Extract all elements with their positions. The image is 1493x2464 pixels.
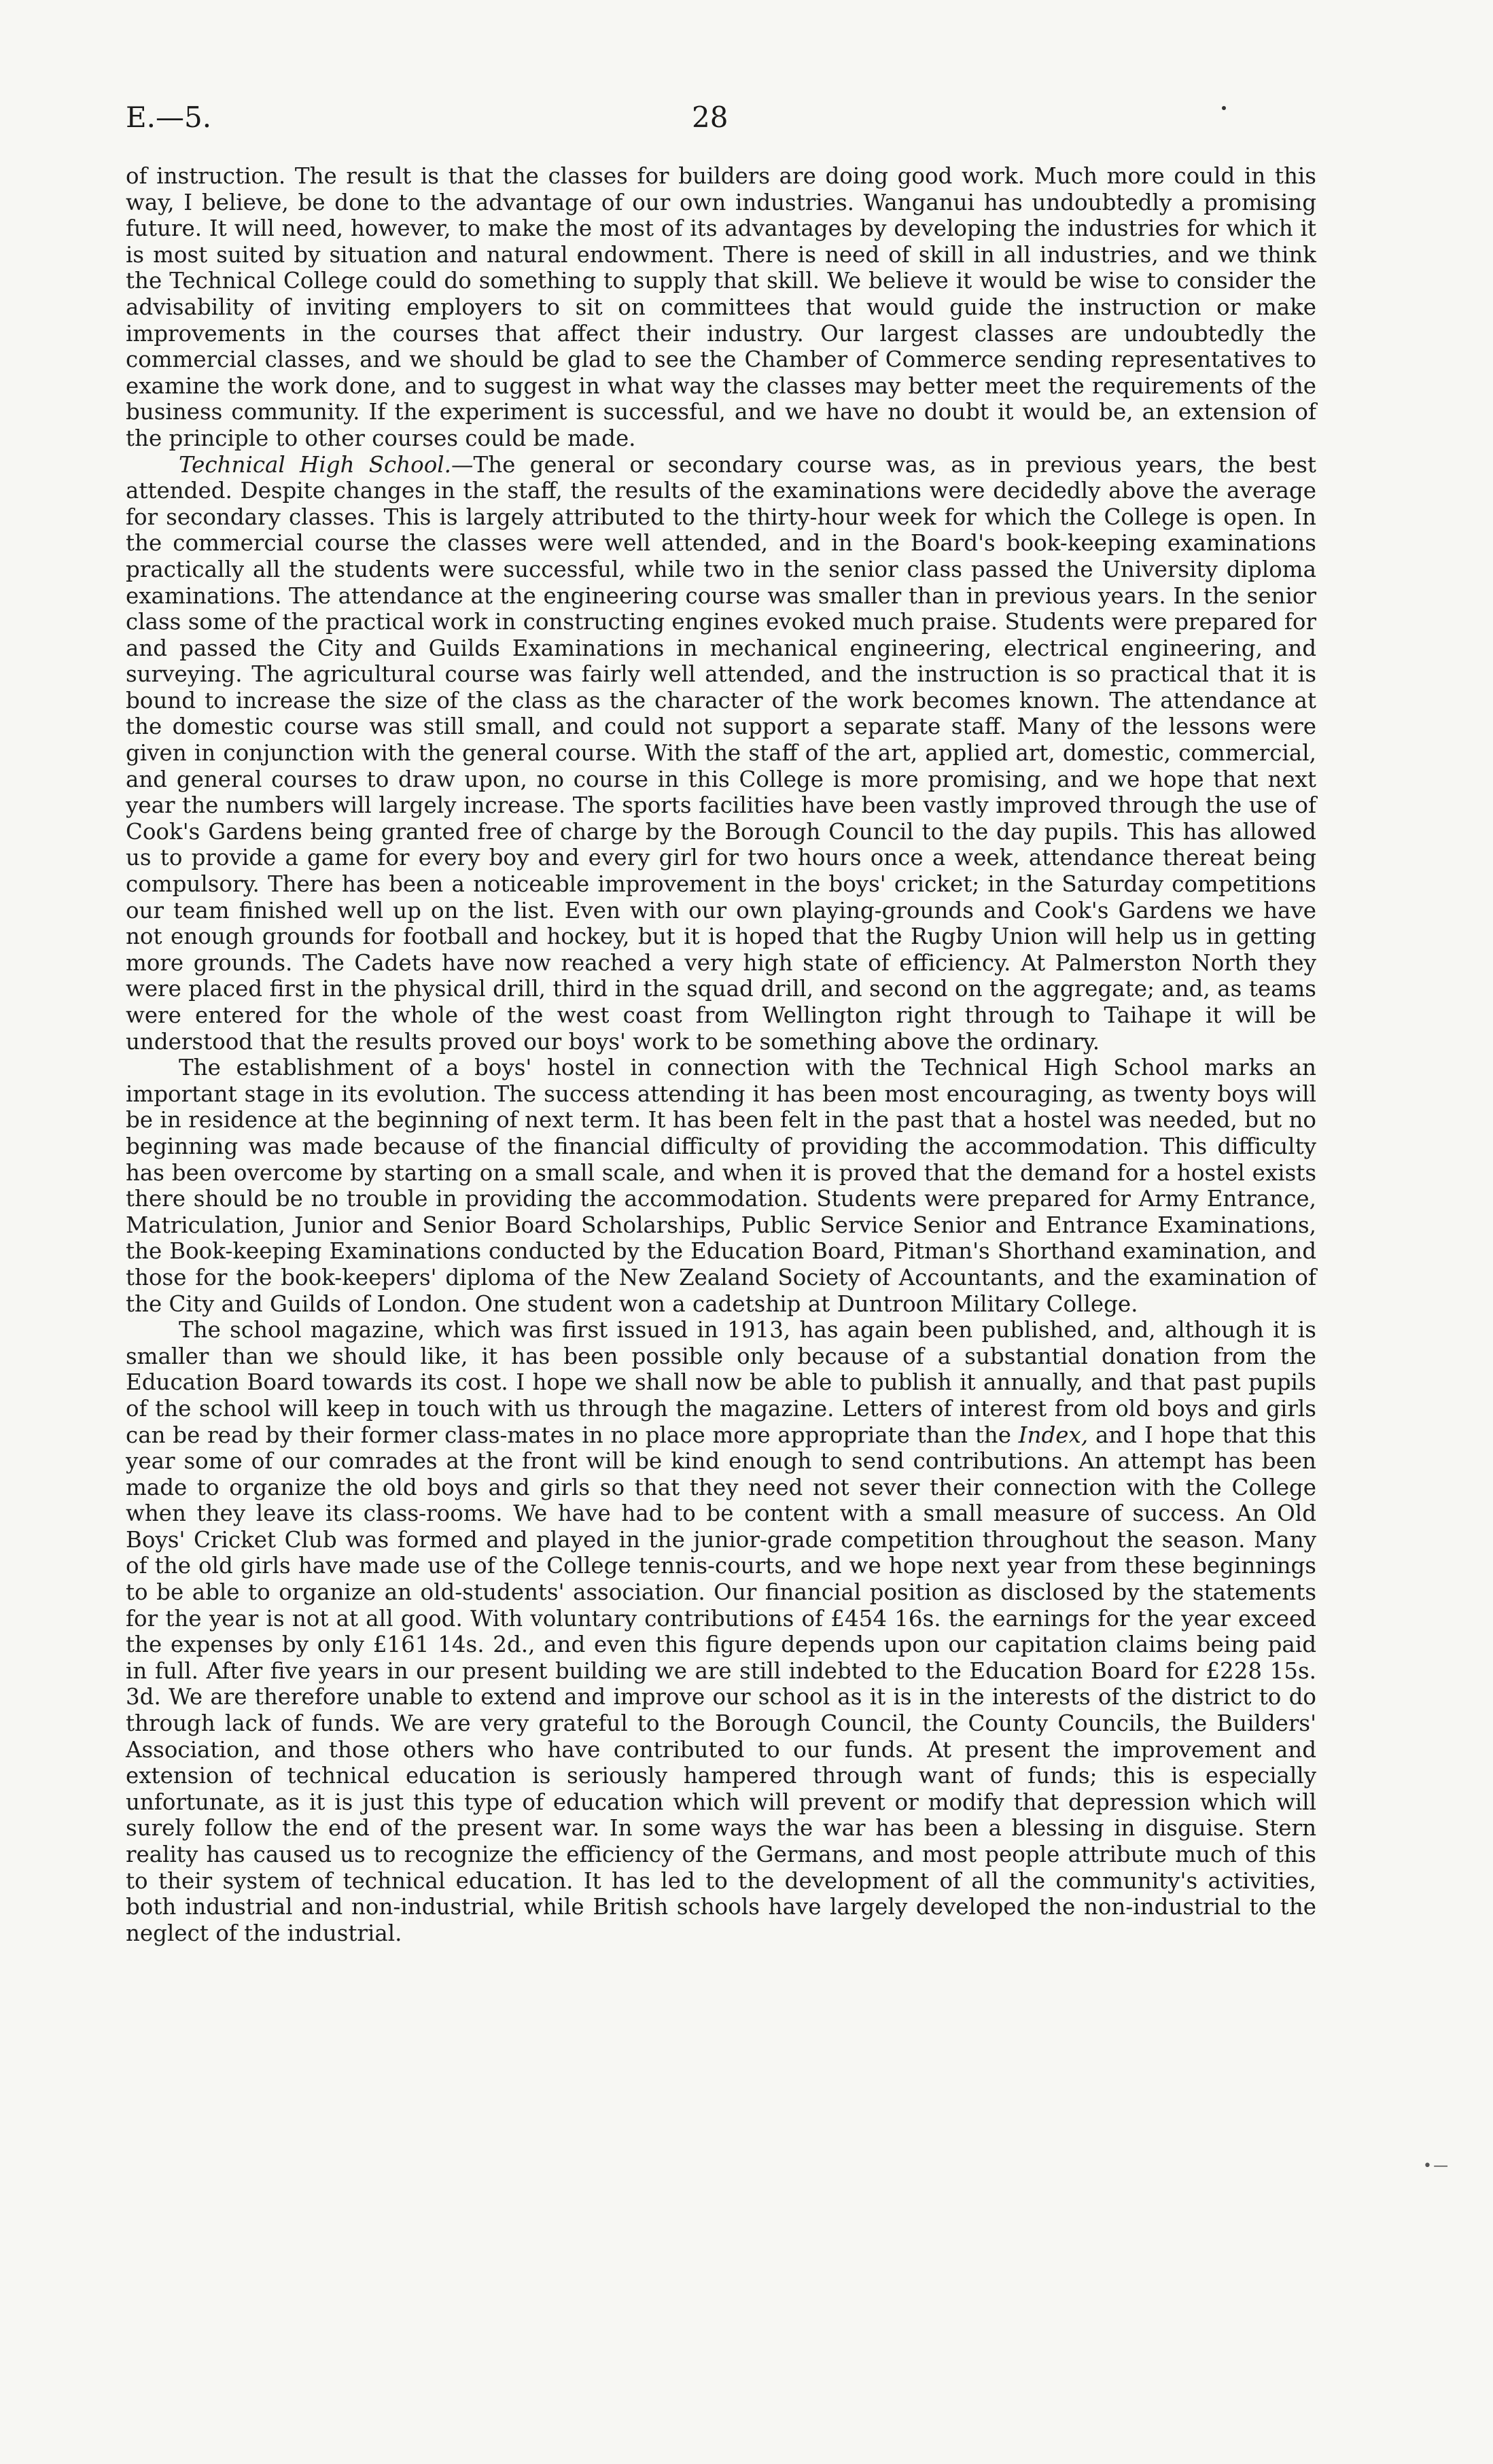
- paragraph-school-magazine: [126, 1317, 1316, 1946]
- paragraph-text: and I hope that this year some of our comrades at the front will be kind enough to send contributions. An attempt has been made to organize the old boys and girls so that they need not sever their connection with the College when they leave its class-rooms. We have had to be content with a small measure of success. An Old Boys' Cricket Club was formed and played in the junior-grade competition throughout the season. Many of the old girls have made use of the College tennis-courts, and we hope next year from these beginnings to be able to organize an old-students' association. Our financial position as disclosed by the statements for the year is not at all good. With voluntary contributions of £454 16s. the earnings for the year exceed the expenses by only £161 14s. 2d., and even this figure depends upon our capitation claims being paid in full. After five years in our present building we are still indebted to the Education Board for £228 15s. 3d. We are therefore unable to extend and improve our school as it is in the interests of the district to do through lack of funds. We are very grateful to the Borough Council, the County Councils, the Builders' Association, and those others who have contributed to our funds. At present the improvement and extension of technical education is seriously hampered through want of funds; this is especially unfortunate, as it is just this type of education which will prevent or modify that depression which will surely follow the end of the present war. In some ways the war has been a blessing in disguise. Stern reality has caused us to recognize the efficiency of the Germans, and most people attribute much of this to their system of technical education. It has led to the development of all the community's activities, both industrial and non-industrial, while British schools have largely developed the non-industrial to the neglect of the industrial.: [126, 1422, 1316, 1946]
- paragraph-text: The school magazine, which was first issued in 1913, has again been published, and, although it is smaller than we should like, it has been possible only because of a substantial donation from the Education Board towards its cost. I hope we shall now be able to publish it annually, and that past pupils of the school will keep in touch with us through the magazine. Letters of interest from old boys and girls can be read by their former class-mates in no place more appropriate than the: [126, 1317, 1316, 1448]
- body-text: [126, 163, 1316, 1946]
- document-reference: E.—5.: [126, 101, 212, 134]
- scan-mark: • —: [1423, 2158, 1449, 2175]
- page-header: [0, 101, 1493, 141]
- paragraph-text: —The general or secondary course was, as in previous years, the best attended. Despite changes in the staff, the results of the examinations were decidedly above the average for secondary classes. This is largely attributed to the thirty-hour week for which the College is open. In the commercial course the classes were well attended, and in the Board's book-keeping examinations practically all the students were successful, while two in the senior class passed the University diploma examinations. The attendance at the engineering course was smaller than in previous years. In the senior class some of the practical work in constructing engines evoked much praise. Students were prepared for and passed the City and Guilds Examinations in mechanical engineering, electrical engineering, and surveying. The agricultural course was fairly well attended, and the instruction is so practical that it is bound to increase the size of the class as the character of the work becomes known. The attendance at the domestic course was still small, and could not support a separate staff. Many of the lessons were given in conjunction with the general course. With the staff of the art, applied art, domestic, commercial, and general courses to draw upon, no course in this College is more promising, and we hope that next year the numbers will largely increase. The sports facilities have been vastly improved through the use of Cook's Gardens being granted free of charge by the Borough Council to the day pupils. This has allowed us to provide a game for every boy and every girl for two hours once a week, attendance thereat being compulsory. There has been a noticeable improvement in the boys' cricket; in the Saturday competitions our team finished well up on the list. Even with our own playing-grounds and Cook's Gardens we have not enough grounds for football and hockey, but it is hoped that the Rugby Union will help us in getting more grounds. The Cadets have now reached a very high state of efficiency. At Palmerston North they were placed first in the physical drill, third in the squad drill, and second on the aggregate; and, as teams were entered for the whole of the west coast from Wellington right through to Taihape it will be understood that the results proved our boys' work to be something above the ordinary.: [126, 451, 1316, 1055]
- header-mark: [1222, 106, 1226, 110]
- magazine-title: Index,: [1018, 1422, 1089, 1448]
- section-heading: Technical High School.: [179, 451, 452, 478]
- page-number: 28: [692, 101, 728, 134]
- paragraph-technical-high-school: [126, 452, 1316, 1055]
- paragraph-continued: of instruction. The result is that the classes for builders are doing good work. Much more could in this way, I believe, be done to the advantage of our own industries. Wanganui has undoubtedly a promising future. It will need, however, to make the most of its advantages by developing the industries for which it is most suited by situation and natural endowment. There is need of skill in all industries, and we think the Technical College could do something to supply that skill. We believe it would be wise to consider the advisability of inviting employers to sit on committees that would guide the instruction or make improvements in the courses that affect their industry. Our largest classes are undoubtedly the commercial classes, and we should be glad to see the Chamber of Commerce sending representatives to examine the work done, and to suggest in what way the classes may better meet the requirements of the business community. If the experiment is successful, and we have no doubt it would be, an extension of the principle to other courses could be made.: [126, 163, 1316, 451]
- paragraph-boys-hostel: The establishment of a boys' hostel in connection with the Technical High School marks an important stage in its evolution. The success attending it has been most encouraging, as twenty boys will be in residence at the beginning of next term. It has been felt in the past that a hostel was needed, but no beginning was made because of the financial difficulty of providing the accommodation. This difficulty has been overcome by starting on a small scale, and when it is proved that the demand for a hostel exists there should be no trouble in providing the accommodation. Students were prepared for Army Entrance, Matriculation, Junior and Senior Board Scholarships, Public Service Senior and Entrance Examinations, the Book-keeping Examinations conducted by the Education Board, Pitman's Shorthand examination, and those for the book-keepers' diploma of the New Zealand Society of Accountants, and the examination of the City and Guilds of London. One student won a cadetship at Duntroon Military College.: [126, 1055, 1316, 1317]
